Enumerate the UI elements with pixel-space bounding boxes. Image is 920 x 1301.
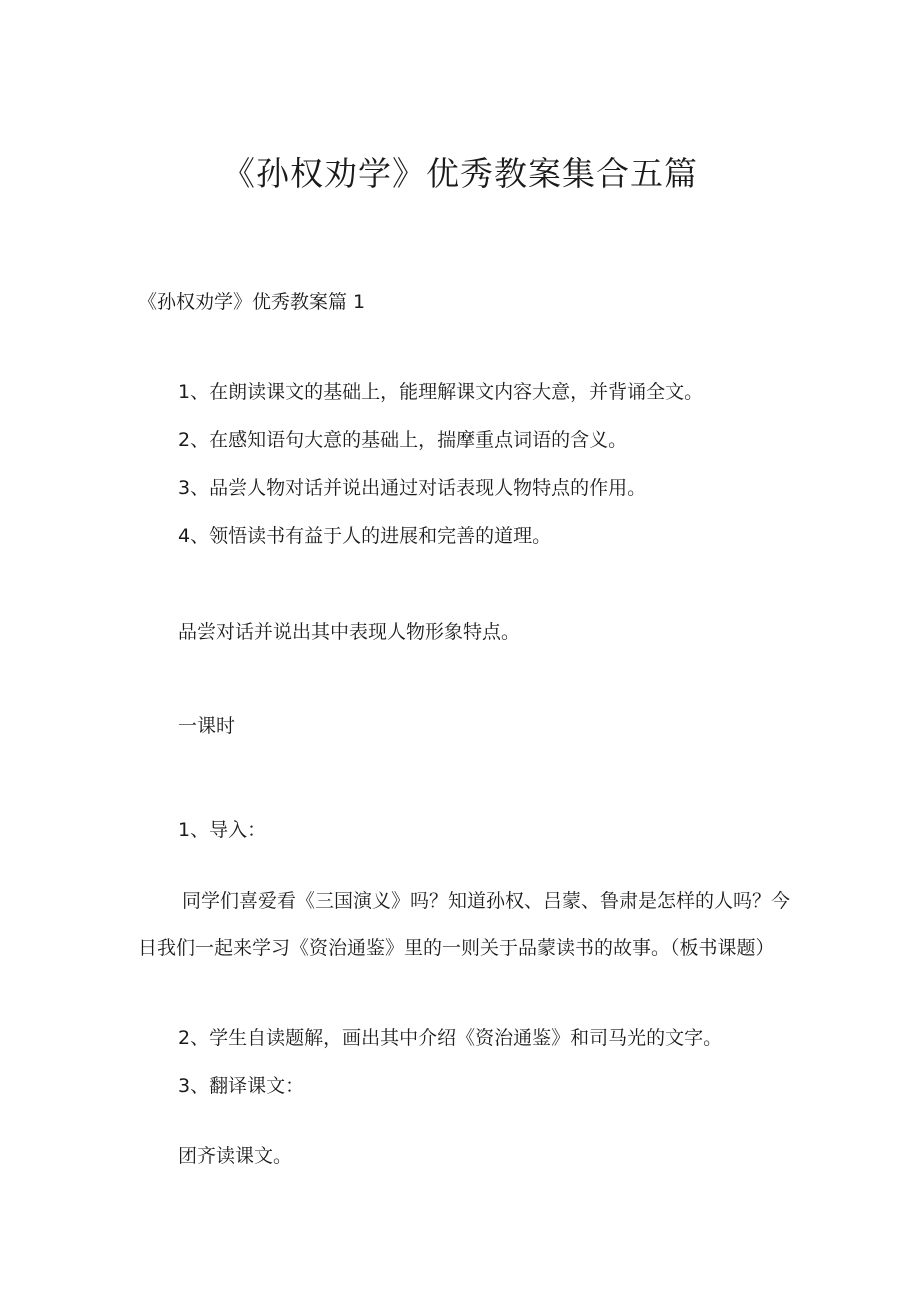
section-heading: 《孙权劝学》优秀教案篇 1 (138, 291, 366, 313)
document-title: 《孙权劝学》优秀教案集合五篇 (222, 154, 698, 193)
group-read-text: 团齐读课文。 (178, 1145, 293, 1167)
class-period-text: 一课时 (178, 715, 236, 737)
step-3-heading: 3、翻译课文： (178, 1075, 305, 1097)
step-2-text: 2、学生自读题解，画出其中介绍《资治通鉴》和司马光的文字。 (178, 1027, 723, 1049)
objective-item-2: 2、在感知语句大意的基础上，揣摩重点词语的含义。 (178, 429, 628, 451)
objective-item-4: 4、领悟读书有益于人的进展和完善的道理。 (178, 525, 552, 547)
key-point-text: 品尝对话并说出其中表现人物形象特点。 (178, 621, 521, 643)
objective-item-3: 3、品尝人物对话并说出通过对话表现人物特点的作用。 (178, 477, 647, 499)
objective-item-1: 1、在朗读课文的基础上，能理解课文内容大意，并背诵全文。 (178, 381, 704, 403)
intro-paragraph: 同学们喜爱看《三国演义》吗？知道孙权、吕蒙、鲁肃是怎样的人吗？今日我们一起来学习《资治通鉴》里的一则关于品蒙读书的故事。（板书课题） (138, 890, 791, 959)
intro-heading: 1、导入： (178, 819, 267, 841)
